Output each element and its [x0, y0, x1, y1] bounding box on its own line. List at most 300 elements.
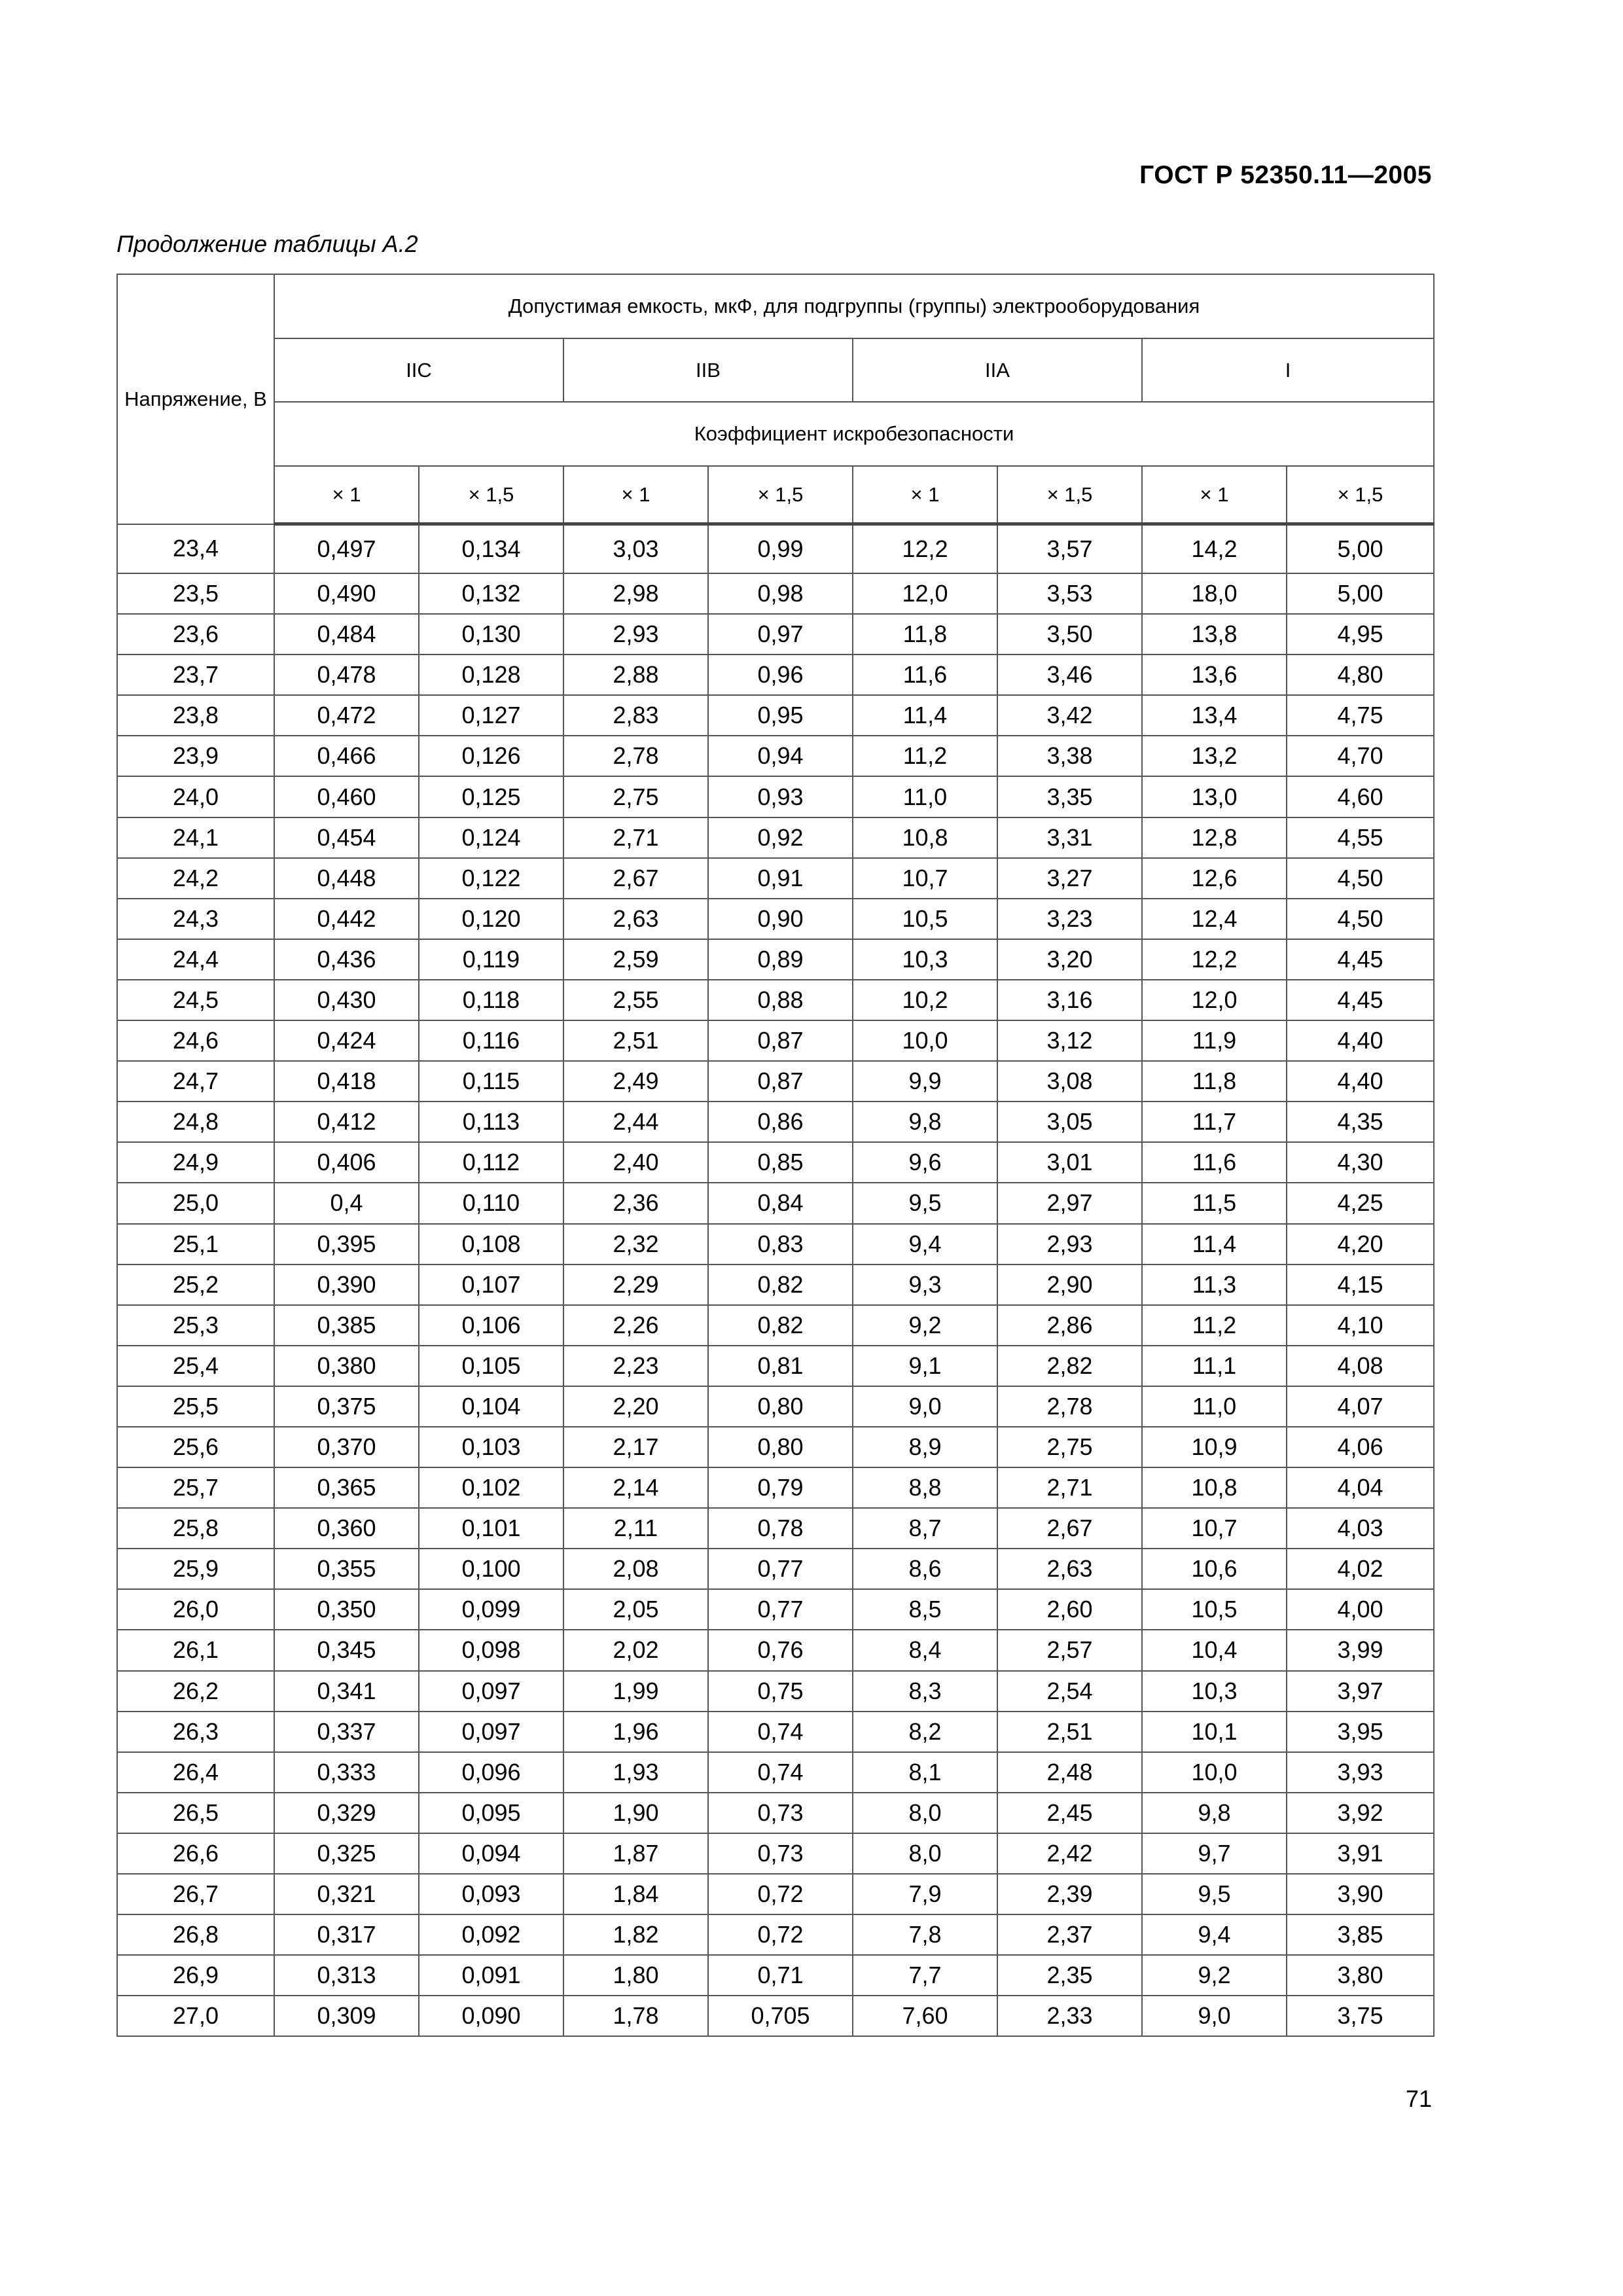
capacity-cell: 4,50 — [1287, 899, 1434, 939]
capacity-cell: 0,80 — [708, 1386, 853, 1427]
factor-header: × 1,5 — [708, 466, 853, 524]
capacity-cell: 0,74 — [708, 1712, 853, 1752]
capacity-cell: 11,0 — [1142, 1386, 1287, 1427]
capacity-cell: 13,8 — [1142, 614, 1287, 655]
capacity-cell: 3,57 — [997, 524, 1142, 574]
capacity-cell: 4,45 — [1287, 939, 1434, 980]
table-row — [117, 1712, 1434, 1752]
capacity-cell: 0,097 — [419, 1671, 563, 1712]
capacity-cell: 4,70 — [1287, 736, 1434, 776]
capacity-cell: 0,93 — [708, 776, 853, 817]
capacity-cell: 0,119 — [419, 939, 563, 980]
capacity-cell: 4,80 — [1287, 655, 1434, 695]
table-row — [117, 817, 1434, 858]
capacity-cell: 13,6 — [1142, 655, 1287, 695]
capacity-cell: 8,8 — [853, 1467, 997, 1508]
factor-header: × 1,5 — [419, 466, 563, 524]
factor-header: × 1 — [274, 466, 419, 524]
capacity-cell: 10,6 — [1142, 1549, 1287, 1589]
capacity-cell: 2,67 — [563, 858, 708, 899]
capacity-cell: 3,27 — [997, 858, 1142, 899]
table-row — [117, 858, 1434, 899]
capacity-cell: 0,84 — [708, 1183, 853, 1223]
capacity-cell: 0,472 — [274, 695, 419, 736]
capacity-cell: 11,4 — [853, 695, 997, 736]
capacity-cell: 3,08 — [997, 1061, 1142, 1102]
capacity-cell: 0,105 — [419, 1346, 563, 1386]
table-row — [117, 1102, 1434, 1142]
capacity-cell: 2,39 — [997, 1874, 1142, 1914]
capacity-cell: 12,0 — [1142, 980, 1287, 1020]
table-row — [117, 1874, 1434, 1914]
capacity-cell: 0,103 — [419, 1427, 563, 1467]
capacity-cell: 0,72 — [708, 1914, 853, 1955]
capacity-cell: 0,448 — [274, 858, 419, 899]
voltage-cell: 26,7 — [117, 1874, 274, 1914]
capacity-cell: 9,2 — [853, 1305, 997, 1346]
capacity-cell: 12,2 — [1142, 939, 1287, 980]
capacity-cell: 0,325 — [274, 1833, 419, 1874]
capacity-cell: 10,3 — [853, 939, 997, 980]
capacity-cell: 0,77 — [708, 1549, 853, 1589]
capacity-cell: 8,0 — [853, 1793, 997, 1833]
capacity-cell: 0,75 — [708, 1671, 853, 1712]
capacity-cell: 11,4 — [1142, 1224, 1287, 1265]
capacity-header: Допустимая емкость, мкФ, для подгруппы (группы) электрооборудования — [274, 274, 1434, 338]
capacity-cell: 13,4 — [1142, 695, 1287, 736]
capacity-cell: 2,08 — [563, 1549, 708, 1589]
capacity-cell: 1,90 — [563, 1793, 708, 1833]
capacity-cell: 0,126 — [419, 736, 563, 776]
capacity-cell: 0,104 — [419, 1386, 563, 1427]
capacity-cell: 3,90 — [1287, 1874, 1434, 1914]
table-row — [117, 1061, 1434, 1102]
capacity-cell: 10,7 — [1142, 1508, 1287, 1549]
capacity-cell: 0,380 — [274, 1346, 419, 1386]
capacity-cell: 0,365 — [274, 1467, 419, 1508]
capacity-cell: 3,99 — [1287, 1630, 1434, 1670]
capacity-cell: 8,3 — [853, 1671, 997, 1712]
capacity-cell: 4,15 — [1287, 1265, 1434, 1305]
capacity-cell: 5,00 — [1287, 573, 1434, 614]
table-row — [117, 1020, 1434, 1061]
capacity-cell: 9,4 — [1142, 1914, 1287, 1955]
voltage-cell: 24,7 — [117, 1061, 274, 1102]
capacity-cell: 0,79 — [708, 1467, 853, 1508]
capacity-cell: 0,83 — [708, 1224, 853, 1265]
capacity-cell: 3,16 — [997, 980, 1142, 1020]
capacity-cell: 3,23 — [997, 899, 1142, 939]
capacity-cell: 0,85 — [708, 1142, 853, 1183]
capacity-cell: 2,60 — [997, 1589, 1142, 1630]
capacity-cell: 3,01 — [997, 1142, 1142, 1183]
capacity-cell: 0,497 — [274, 524, 419, 574]
capacity-cell: 2,51 — [997, 1712, 1142, 1752]
capacity-cell: 13,0 — [1142, 776, 1287, 817]
capacity-cell: 0,87 — [708, 1020, 853, 1061]
capacity-cell: 3,85 — [1287, 1914, 1434, 1955]
table-row — [117, 1224, 1434, 1265]
capacity-cell: 11,2 — [1142, 1305, 1287, 1346]
capacity-cell: 0,100 — [419, 1549, 563, 1589]
capacity-cell: 0,321 — [274, 1874, 419, 1914]
capacity-cell: 2,88 — [563, 655, 708, 695]
capacity-cell: 8,1 — [853, 1752, 997, 1793]
capacity-cell: 1,87 — [563, 1833, 708, 1874]
capacity-cell: 9,2 — [1142, 1955, 1287, 1996]
capacity-cell: 10,5 — [853, 899, 997, 939]
capacity-cell: 2,71 — [997, 1467, 1142, 1508]
capacity-cell: 11,2 — [853, 736, 997, 776]
capacity-cell: 2,98 — [563, 573, 708, 614]
capacity-cell: 10,8 — [853, 817, 997, 858]
capacity-cell: 9,0 — [853, 1386, 997, 1427]
capacity-cell: 2,49 — [563, 1061, 708, 1102]
table-row — [117, 614, 1434, 655]
capacity-cell: 4,04 — [1287, 1467, 1434, 1508]
table-row — [117, 1955, 1434, 1996]
capacity-cell: 2,35 — [997, 1955, 1142, 1996]
capacity-cell: 0,130 — [419, 614, 563, 655]
capacity-cell: 0,95 — [708, 695, 853, 736]
capacity-cell: 0,72 — [708, 1874, 853, 1914]
capacity-cell: 2,78 — [997, 1386, 1142, 1427]
voltage-cell: 25,6 — [117, 1427, 274, 1467]
capacity-cell: 0,124 — [419, 817, 563, 858]
capacity-cell: 8,0 — [853, 1833, 997, 1874]
factor-header: × 1 — [853, 466, 997, 524]
capacity-cell: 4,03 — [1287, 1508, 1434, 1549]
capacity-cell: 0,341 — [274, 1671, 419, 1712]
capacity-cell: 0,418 — [274, 1061, 419, 1102]
table-row — [117, 1305, 1434, 1346]
capacity-cell: 2,67 — [997, 1508, 1142, 1549]
voltage-cell: 23,6 — [117, 614, 274, 655]
capacity-cell: 9,5 — [1142, 1874, 1287, 1914]
capacity-cell: 0,80 — [708, 1427, 853, 1467]
capacity-cell: 0,091 — [419, 1955, 563, 1996]
capacity-cell: 11,8 — [1142, 1061, 1287, 1102]
voltage-cell: 23,5 — [117, 573, 274, 614]
table-row — [117, 1671, 1434, 1712]
voltage-cell: 23,8 — [117, 695, 274, 736]
capacity-cell: 8,5 — [853, 1589, 997, 1630]
voltage-cell: 25,2 — [117, 1265, 274, 1305]
capacity-cell: 0,92 — [708, 817, 853, 858]
capacity-cell: 0,490 — [274, 573, 419, 614]
voltage-cell: 27,0 — [117, 1996, 274, 2036]
table-row — [117, 695, 1434, 736]
capacity-cell: 2,20 — [563, 1386, 708, 1427]
capacity-cell: 0,390 — [274, 1265, 419, 1305]
capacity-cell: 2,42 — [997, 1833, 1142, 1874]
capacity-cell: 11,5 — [1142, 1183, 1287, 1223]
capacity-cell: 4,25 — [1287, 1183, 1434, 1223]
capacity-cell: 11,0 — [853, 776, 997, 817]
capacity-cell: 11,7 — [1142, 1102, 1287, 1142]
capacity-cell: 2,05 — [563, 1589, 708, 1630]
capacity-cell: 0,106 — [419, 1305, 563, 1346]
capacity-cell: 2,45 — [997, 1793, 1142, 1833]
capacity-cell: 0,094 — [419, 1833, 563, 1874]
capacity-cell: 4,55 — [1287, 817, 1434, 858]
capacity-cell: 0,96 — [708, 655, 853, 695]
table-row — [117, 1183, 1434, 1223]
capacity-cell: 0,113 — [419, 1102, 563, 1142]
voltage-header: Напряжение, В — [117, 274, 274, 524]
capacity-cell: 2,51 — [563, 1020, 708, 1061]
capacity-cell: 0,350 — [274, 1589, 419, 1630]
capacity-cell: 2,54 — [997, 1671, 1142, 1712]
capacity-cell: 0,329 — [274, 1793, 419, 1833]
capacity-cell: 0,99 — [708, 524, 853, 574]
capacity-cell: 2,37 — [997, 1914, 1142, 1955]
capacity-cell: 0,096 — [419, 1752, 563, 1793]
capacity-cell: 0,098 — [419, 1630, 563, 1670]
capacity-cell: 3,46 — [997, 655, 1142, 695]
capacity-cell: 2,93 — [997, 1224, 1142, 1265]
capacity-cell: 0,125 — [419, 776, 563, 817]
capacity-cell: 0,102 — [419, 1467, 563, 1508]
capacity-cell: 9,8 — [853, 1102, 997, 1142]
capacity-cell: 0,095 — [419, 1793, 563, 1833]
voltage-cell: 25,7 — [117, 1467, 274, 1508]
capacity-cell: 0,375 — [274, 1386, 419, 1427]
table-row — [117, 1508, 1434, 1549]
capacity-cell: 0,78 — [708, 1508, 853, 1549]
capacity-cell: 4,30 — [1287, 1142, 1434, 1183]
capacity-cell: 0,90 — [708, 899, 853, 939]
capacity-cell: 9,0 — [1142, 1996, 1287, 2036]
voltage-cell: 25,0 — [117, 1183, 274, 1223]
capacity-cell: 11,8 — [853, 614, 997, 655]
capacity-cell: 11,3 — [1142, 1265, 1287, 1305]
capacity-cell: 0,91 — [708, 858, 853, 899]
capacity-cell: 2,83 — [563, 695, 708, 736]
table-row — [117, 939, 1434, 980]
group-header-iib: IIB — [563, 338, 853, 402]
voltage-cell: 26,2 — [117, 1671, 274, 1712]
capacity-cell: 0,466 — [274, 736, 419, 776]
table-row — [117, 1467, 1434, 1508]
table-row — [117, 1142, 1434, 1183]
capacity-cell: 9,9 — [853, 1061, 997, 1102]
capacity-cell: 8,4 — [853, 1630, 997, 1670]
voltage-cell: 26,3 — [117, 1712, 274, 1752]
capacity-cell: 4,60 — [1287, 776, 1434, 817]
capacity-cell: 0,436 — [274, 939, 419, 980]
capacity-cell: 10,3 — [1142, 1671, 1287, 1712]
table-row — [117, 1346, 1434, 1386]
capacity-cell: 4,40 — [1287, 1061, 1434, 1102]
capacity-cell: 11,1 — [1142, 1346, 1287, 1386]
table-row — [117, 1793, 1434, 1833]
capacity-cell: 10,2 — [853, 980, 997, 1020]
capacity-cell: 0,337 — [274, 1712, 419, 1752]
capacity-cell: 12,0 — [853, 573, 997, 614]
capacity-cell: 0,122 — [419, 858, 563, 899]
capacity-cell: 2,59 — [563, 939, 708, 980]
capacity-cell: 0,118 — [419, 980, 563, 1020]
capacity-cell: 0,370 — [274, 1427, 419, 1467]
capacity-cell: 0,132 — [419, 573, 563, 614]
capacity-cell: 2,75 — [563, 776, 708, 817]
capacity-cell: 4,40 — [1287, 1020, 1434, 1061]
capacity-cell: 18,0 — [1142, 573, 1287, 614]
capacity-cell: 4,50 — [1287, 858, 1434, 899]
capacity-cell: 0,89 — [708, 939, 853, 980]
capacity-cell: 4,95 — [1287, 614, 1434, 655]
capacity-cell: 0,412 — [274, 1102, 419, 1142]
capacity-cell: 10,9 — [1142, 1427, 1287, 1467]
capacity-cell: 3,20 — [997, 939, 1142, 980]
capacity-cell: 13,2 — [1142, 736, 1287, 776]
capacity-cell: 14,2 — [1142, 524, 1287, 574]
capacity-cell: 0,128 — [419, 655, 563, 695]
table-row — [117, 1752, 1434, 1793]
voltage-cell: 25,1 — [117, 1224, 274, 1265]
capacity-cell: 1,80 — [563, 1955, 708, 1996]
table-row — [117, 980, 1434, 1020]
group-header-iic: IIC — [274, 338, 563, 402]
capacity-cell: 0,87 — [708, 1061, 853, 1102]
table-row — [117, 524, 1434, 574]
capacity-cell: 3,05 — [997, 1102, 1142, 1142]
factor-header: × 1 — [1142, 466, 1287, 524]
capacity-cell: 0,115 — [419, 1061, 563, 1102]
capacity-cell: 4,10 — [1287, 1305, 1434, 1346]
capacity-cell: 2,36 — [563, 1183, 708, 1223]
table-row — [117, 899, 1434, 939]
table-row — [117, 776, 1434, 817]
capacity-cell: 7,9 — [853, 1874, 997, 1914]
capacity-cell: 2,14 — [563, 1467, 708, 1508]
table-row — [117, 1833, 1434, 1874]
table-row — [117, 1996, 1434, 2036]
table-row — [117, 573, 1434, 614]
capacity-cell: 0,442 — [274, 899, 419, 939]
capacity-cell: 1,82 — [563, 1914, 708, 1955]
capacity-cell: 10,1 — [1142, 1712, 1287, 1752]
capacity-cell: 2,82 — [997, 1346, 1142, 1386]
table-row — [117, 655, 1434, 695]
capacity-cell: 2,93 — [563, 614, 708, 655]
capacity-cell: 4,20 — [1287, 1224, 1434, 1265]
capacity-cell: 3,31 — [997, 817, 1142, 858]
capacity-cell: 8,2 — [853, 1712, 997, 1752]
capacity-cell: 0,424 — [274, 1020, 419, 1061]
capacity-cell: 10,0 — [1142, 1752, 1287, 1793]
voltage-cell: 26,6 — [117, 1833, 274, 1874]
capacity-cell: 9,7 — [1142, 1833, 1287, 1874]
capacity-cell: 0,705 — [708, 1996, 853, 2036]
capacity-cell: 3,38 — [997, 736, 1142, 776]
capacity-cell: 0,355 — [274, 1549, 419, 1589]
capacity-cell: 10,8 — [1142, 1467, 1287, 1508]
capacity-cell: 2,17 — [563, 1427, 708, 1467]
page-number: 71 — [1405, 2085, 1432, 2112]
capacity-cell: 2,71 — [563, 817, 708, 858]
capacity-cell: 12,8 — [1142, 817, 1287, 858]
voltage-cell: 24,2 — [117, 858, 274, 899]
capacity-cell: 3,50 — [997, 614, 1142, 655]
capacity-cell: 10,5 — [1142, 1589, 1287, 1630]
capacity-cell: 8,6 — [853, 1549, 997, 1589]
capacity-cell: 0,313 — [274, 1955, 419, 1996]
capacity-cell: 0,73 — [708, 1833, 853, 1874]
capacity-cell: 11,6 — [853, 655, 997, 695]
capacity-cell: 0,134 — [419, 524, 563, 574]
capacity-cell: 1,93 — [563, 1752, 708, 1793]
capacity-cell: 0,395 — [274, 1224, 419, 1265]
capacity-cell: 0,099 — [419, 1589, 563, 1630]
capacity-cell: 2,86 — [997, 1305, 1142, 1346]
capacity-cell: 0,86 — [708, 1102, 853, 1142]
capacity-cell: 0,73 — [708, 1793, 853, 1833]
capacity-cell: 2,23 — [563, 1346, 708, 1386]
capacity-cell: 0,127 — [419, 695, 563, 736]
capacity-cell: 4,02 — [1287, 1549, 1434, 1589]
coefficient-header: Коэффициент искробезопасности — [274, 402, 1434, 466]
voltage-cell: 24,6 — [117, 1020, 274, 1061]
capacity-cell: 0,120 — [419, 899, 563, 939]
capacity-cell: 0,101 — [419, 1508, 563, 1549]
capacity-cell: 3,12 — [997, 1020, 1142, 1061]
table-body — [117, 524, 1434, 2037]
capacity-cell: 4,00 — [1287, 1589, 1434, 1630]
capacity-cell: 3,93 — [1287, 1752, 1434, 1793]
capacity-cell: 0,309 — [274, 1996, 419, 2036]
voltage-cell: 24,1 — [117, 817, 274, 858]
capacity-cell: 3,80 — [1287, 1955, 1434, 1996]
capacity-cell: 0,116 — [419, 1020, 563, 1061]
capacity-cell: 2,11 — [563, 1508, 708, 1549]
capacity-cell: 2,63 — [563, 899, 708, 939]
capacity-cell: 0,430 — [274, 980, 419, 1020]
capacity-cell: 7,7 — [853, 1955, 997, 1996]
capacity-cell: 2,33 — [997, 1996, 1142, 2036]
capacity-cell: 4,08 — [1287, 1346, 1434, 1386]
capacity-cell: 3,97 — [1287, 1671, 1434, 1712]
capacity-cell: 1,78 — [563, 1996, 708, 2036]
capacity-cell: 10,0 — [853, 1020, 997, 1061]
capacity-cell: 2,57 — [997, 1630, 1142, 1670]
capacity-cell: 7,60 — [853, 1996, 997, 2036]
capacity-table — [116, 274, 1435, 2037]
capacity-cell: 5,00 — [1287, 524, 1434, 574]
voltage-cell: 25,3 — [117, 1305, 274, 1346]
voltage-cell: 26,0 — [117, 1589, 274, 1630]
capacity-cell: 11,9 — [1142, 1020, 1287, 1061]
capacity-cell: 0,88 — [708, 980, 853, 1020]
capacity-cell: 4,35 — [1287, 1102, 1434, 1142]
voltage-cell: 23,9 — [117, 736, 274, 776]
capacity-cell: 0,98 — [708, 573, 853, 614]
capacity-cell: 10,7 — [853, 858, 997, 899]
capacity-cell: 4,45 — [1287, 980, 1434, 1020]
voltage-cell: 26,9 — [117, 1955, 274, 1996]
capacity-cell: 2,55 — [563, 980, 708, 1020]
capacity-cell: 0,74 — [708, 1752, 853, 1793]
voltage-cell: 24,0 — [117, 776, 274, 817]
factor-header: × 1,5 — [1287, 466, 1434, 524]
capacity-cell: 0,82 — [708, 1265, 853, 1305]
voltage-cell: 25,5 — [117, 1386, 274, 1427]
capacity-cell: 3,75 — [1287, 1996, 1434, 2036]
capacity-cell: 12,6 — [1142, 858, 1287, 899]
capacity-cell: 2,97 — [997, 1183, 1142, 1223]
capacity-cell: 0,108 — [419, 1224, 563, 1265]
